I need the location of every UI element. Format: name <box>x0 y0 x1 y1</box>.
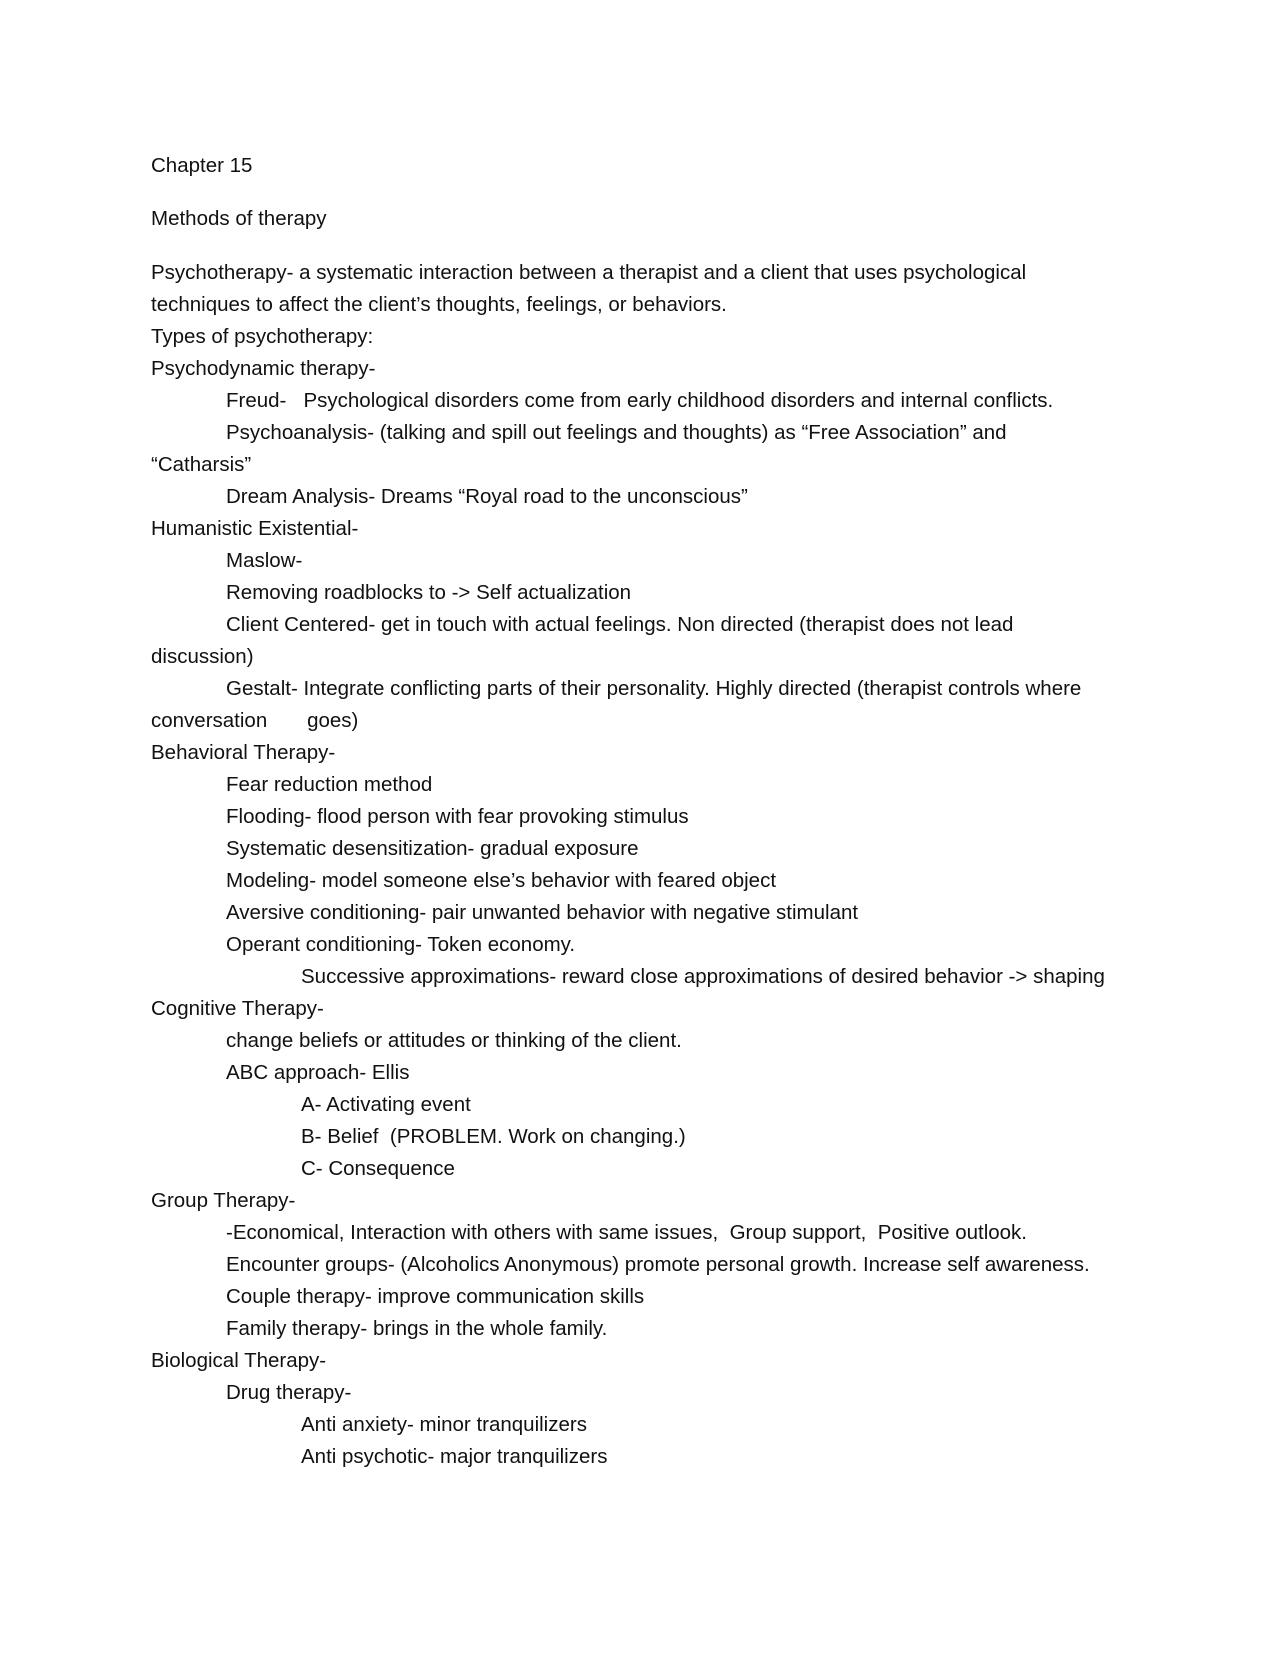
consequence-item: C- Consequence <box>301 1157 455 1180</box>
operant-conditioning-item: Operant conditioning- Token economy. <box>226 933 576 956</box>
chapter-title: Chapter 15 <box>151 154 253 177</box>
couple-therapy-item: Couple therapy- improve communication skills <box>226 1285 645 1308</box>
modeling-item: Modeling- model someone else’s behavior with feared object <box>226 869 777 892</box>
systematic-desensitization-item: Systematic desensitization- gradual exposure <box>226 837 639 860</box>
client-centered-item-cont: discussion) <box>151 645 254 668</box>
group-heading: Group Therapy- <box>151 1189 296 1212</box>
belief-item: B- Belief (PROBLEM. Work on changing.) <box>301 1125 686 1148</box>
economical-item: -Economical, Interaction with others with same issues, Group support, Positive outlook. <box>226 1221 1028 1244</box>
gestalt-item: Gestalt- Integrate conflicting parts of their personality. Highly directed (therapist controls where <box>226 677 1082 700</box>
successive-approximations-item: Successive approximations- reward close approximations of desired behavior -> shaping <box>301 965 1105 988</box>
freud-item: Freud- Psychological disorders come from early childhood disorders and internal conflicts. <box>226 389 1054 412</box>
behavioral-heading: Behavioral Therapy- <box>151 741 336 764</box>
encounter-groups-item: Encounter groups- (Alcoholics Anonymous) promote personal growth. Increase self awareness. <box>226 1253 1090 1276</box>
maslow-item: Maslow- <box>226 549 303 572</box>
psychodynamic-heading: Psychodynamic therapy- <box>151 357 376 380</box>
change-beliefs-item: change beliefs or attitudes or thinking of the client. <box>226 1029 682 1052</box>
psychotherapy-definition: Psychotherapy- a systematic interaction between a therapist and a client that uses psychological <box>151 261 1027 284</box>
section-title: Methods of therapy <box>151 207 327 230</box>
aversive-conditioning-item: Aversive conditioning- pair unwanted behavior with negative stimulant <box>226 901 859 924</box>
psychoanalysis-item-cont: “Catharsis” <box>151 453 252 476</box>
roadblocks-item: Removing roadblocks to -> Self actualization <box>226 581 632 604</box>
humanistic-heading: Humanistic Existential- <box>151 517 359 540</box>
types-heading: Types of psychotherapy: <box>151 325 374 348</box>
client-centered-item: Client Centered- get in touch with actual feelings. Non directed (therapist does not lead <box>226 613 1014 636</box>
cognitive-heading: Cognitive Therapy- <box>151 997 324 1020</box>
psychoanalysis-item: Psychoanalysis- (talking and spill out feelings and thoughts) as “Free Association” and <box>226 421 1007 444</box>
drug-therapy-item: Drug therapy- <box>226 1381 352 1404</box>
fear-reduction-item: Fear reduction method <box>226 773 433 796</box>
psychotherapy-definition-cont: techniques to affect the client’s thoughts, feelings, or behaviors. <box>151 293 727 316</box>
gestalt-item-cont: conversation goes) <box>151 709 359 732</box>
family-therapy-item: Family therapy- brings in the whole family. <box>226 1317 608 1340</box>
biological-heading: Biological Therapy- <box>151 1349 327 1372</box>
flooding-item: Flooding- flood person with fear provoking stimulus <box>226 805 689 828</box>
activating-event-item: A- Activating event <box>301 1093 471 1116</box>
anti-anxiety-item: Anti anxiety- minor tranquilizers <box>301 1413 587 1436</box>
anti-psychotic-item: Anti psychotic- major tranquilizers <box>301 1445 608 1468</box>
dream-analysis-item: Dream Analysis- Dreams “Royal road to the unconscious” <box>226 485 748 508</box>
abc-approach-item: ABC approach- Ellis <box>226 1061 410 1084</box>
